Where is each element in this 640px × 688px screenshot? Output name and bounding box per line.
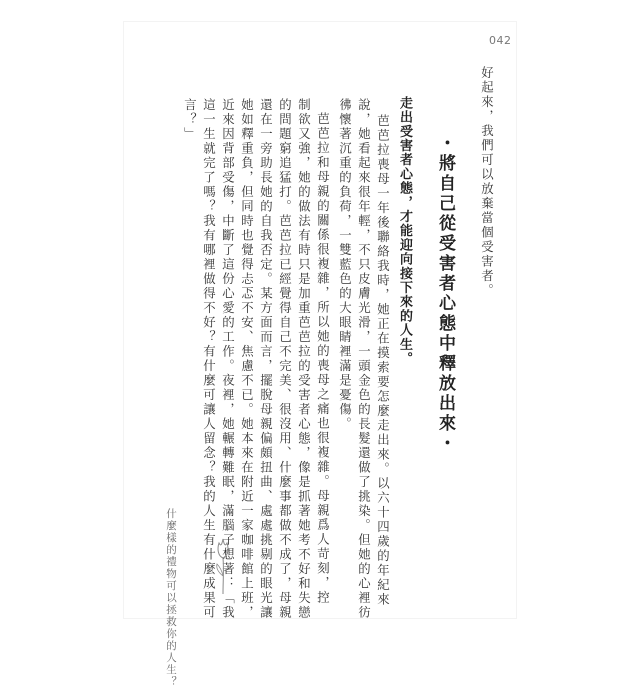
text-column-11: 這一生就完了嗎？我有哪裡做得不好？有什麼可讓人留念？我的人生有什麼成果可 <box>201 98 217 620</box>
text-column-5: 芭芭拉和母親的關係很複雜，所以她的喪母之痛也很複雜。母親爲人苛刻，控 <box>315 112 331 605</box>
text-column-7: 的問題窮追猛打。芭芭拉已經覺得自己不完美、很沒用、什麼事都做不成了，母親 <box>277 98 293 620</box>
flower-icon <box>210 536 236 596</box>
text-column-6: 制欲又強，她的做法有時只是加重芭芭拉的受害者心態，像是抓著她考不好和失戀 <box>296 98 312 620</box>
text-column-10: 近來因背部受傷，中斷了這份心愛的工作。夜裡，她輾轉難眠，滿腦子想著：「我 <box>220 98 236 620</box>
section-heading: ・將自己從受害者心態中釋放出來・ <box>435 134 455 454</box>
text-column-12: 言？」 <box>182 98 198 142</box>
page-number: 042 <box>489 34 512 47</box>
running-footer: 什麼樣的禮物可以拯救你的人生？ <box>165 508 177 688</box>
book-page <box>124 22 516 688</box>
text-column-2: 芭芭拉喪母一年後聯絡我時，她正在摸索要怎麼走出來。以六十四歲的年紀來 <box>375 114 391 607</box>
text-column-4: 彿懷著沉重的負荷，一雙藍色的大眼睛裡滿是憂傷。 <box>337 98 353 432</box>
section-subheading: 走出受害者心態，才能迎向接下來的人生。 <box>397 96 412 366</box>
text-column-9: 她如釋重負，但同時也覺得忐忑不安、焦慮不已。她本來在附近一家咖啡館上班， <box>239 98 255 620</box>
text-column-3: 說，她看起來很年輕，不只皮膚光滑，一頭金色的長髮還做了挑染。但她的心裡彷 <box>356 98 372 620</box>
text-column-1: 好起來，我們可以放棄當個受害者。 <box>479 66 495 298</box>
text-column-8: 還在一旁助長她的自我否定。某方面而言，擺脫母親偏頗扭曲、處處挑剔的眼光讓 <box>258 98 274 620</box>
